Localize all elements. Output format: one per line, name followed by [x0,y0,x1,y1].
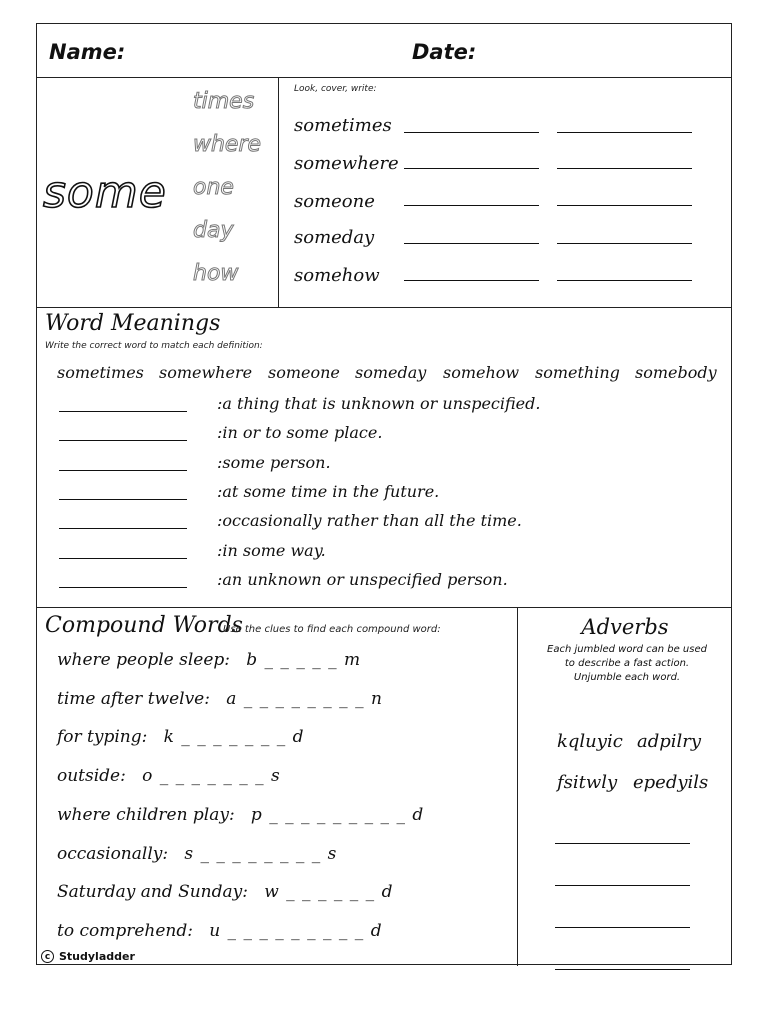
compound-clue [57,766,281,786]
look-instruction: Look, cover, write: [294,84,377,94]
adverbs-title: Adverbs [581,615,669,639]
instruction-line: to describe a fast action. [564,658,690,669]
definition-row [59,541,326,560]
letter-pattern[interactable]: s _ _ _ _ _ _ _ _ s [184,844,338,864]
word-bank-item: sometimes [57,363,144,382]
definition-text: :a thing that is unknown or unspecified. [217,394,541,413]
section-title: Word Meanings [45,311,221,336]
traced-ending: where [193,132,262,157]
word-bank-item: somewhere [159,363,253,382]
write-line[interactable] [557,205,692,206]
instruction-line: Unjumble each word. [573,672,681,683]
letter-pattern[interactable]: p _ _ _ _ _ _ _ _ _ d [250,805,425,825]
word-meanings-section [37,307,731,608]
word-bank-item: someday [355,363,427,382]
definition-text: :an unknown or unspecified person. [217,570,508,589]
copyright-footer [41,950,135,963]
name-date-row [37,24,731,78]
definition-row [59,453,331,472]
traced-ending: day [193,218,234,243]
compound-adverbs-section [37,607,731,966]
write-line[interactable] [404,243,539,244]
clue-text: occasionally: [57,844,169,864]
word-bank-item: somebody [635,363,717,382]
letter-pattern[interactable]: u _ _ _ _ _ _ _ _ _ d [209,921,383,941]
definition-text: :in or to some place. [217,423,383,442]
answer-line[interactable] [555,969,690,970]
definition-text: :occasionally rather than all the time. [217,511,522,530]
clue-text: outside: [57,766,126,786]
brand-name: Studyladder [59,950,135,963]
look-word: someday [294,227,375,248]
write-line[interactable] [404,168,539,169]
worksheet [36,23,732,965]
look-word: sometimes [294,115,392,136]
definition-row [59,511,522,530]
look-word: somehow [294,265,380,286]
write-line[interactable] [557,280,692,281]
answer-blank[interactable] [59,528,187,529]
answer-line[interactable] [555,843,690,844]
letter-pattern[interactable]: b _ _ _ _ _ m [246,650,362,670]
column-divider [517,607,518,966]
clue-text: where children play: [57,805,235,825]
definition-text: :some person. [217,453,331,472]
answer-blank[interactable] [59,499,187,500]
compound-clue [57,882,393,902]
clue-text: for typing: [57,727,148,747]
base-word: some [43,167,167,218]
answer-blank[interactable] [59,470,187,471]
adverbs-instruction [527,643,727,685]
clue-text: where people sleep: [57,650,231,670]
write-line[interactable] [404,132,539,133]
name-label: Name: [49,40,126,64]
definition-text: :at some time in the future. [217,482,440,501]
look-word: somewhere [294,153,399,174]
word-bank-item: someone [268,363,340,382]
answer-blank[interactable] [59,587,187,588]
copyright-icon: c [41,950,54,963]
clue-text: time after twelve: [57,689,210,709]
write-line[interactable] [557,132,692,133]
write-line[interactable] [404,205,539,206]
jumbled-word: epedyils [633,772,709,793]
compound-clue [57,844,337,864]
jumbled-word: fsitwly [557,772,618,793]
answer-line[interactable] [555,885,690,886]
jumbled-word: kqluyic [557,731,623,752]
write-line[interactable] [404,280,539,281]
column-divider [278,77,279,307]
definition-row [59,394,540,413]
date-label: Date: [412,40,477,64]
answer-line[interactable] [555,927,690,928]
traced-ending: times [193,89,255,114]
traced-ending: one [193,175,234,200]
meanings-instruction: Write the correct word to match each definition: [45,341,263,351]
look-word: someone [294,191,375,212]
letter-pattern[interactable]: w _ _ _ _ _ _ d [264,882,394,902]
jumbled-word: adpilry [637,731,702,752]
definition-row [59,570,508,589]
answer-blank[interactable] [59,440,187,441]
compound-clue [57,689,383,709]
definition-row [59,423,382,442]
write-line[interactable] [557,168,692,169]
definition-text: :in some way. [217,541,326,560]
compound-instruction: Use the clues to find each compound word: [223,624,441,635]
letter-pattern[interactable]: k _ _ _ _ _ _ _ d [163,727,305,747]
compound-clue [57,805,424,825]
compound-clue [57,650,361,670]
compound-clue [57,727,305,747]
clue-text: to comprehend: [57,921,193,941]
write-line[interactable] [557,243,692,244]
look-cover-write-section [37,77,731,308]
letter-pattern[interactable]: a _ _ _ _ _ _ _ _ n [226,689,383,709]
compound-clue [57,921,383,941]
traced-ending: how [193,261,239,286]
letter-pattern[interactable]: o _ _ _ _ _ _ _ s [142,766,281,786]
answer-blank[interactable] [59,558,187,559]
word-bank-item: something [535,363,620,382]
answer-blank[interactable] [59,411,187,412]
word-bank-item: somehow [443,363,520,382]
section-title: Compound Words [45,613,243,638]
instruction-line: Each jumbled word can be used [547,644,707,655]
definition-row [59,482,439,501]
clue-text: Saturday and Sunday: [57,882,248,902]
